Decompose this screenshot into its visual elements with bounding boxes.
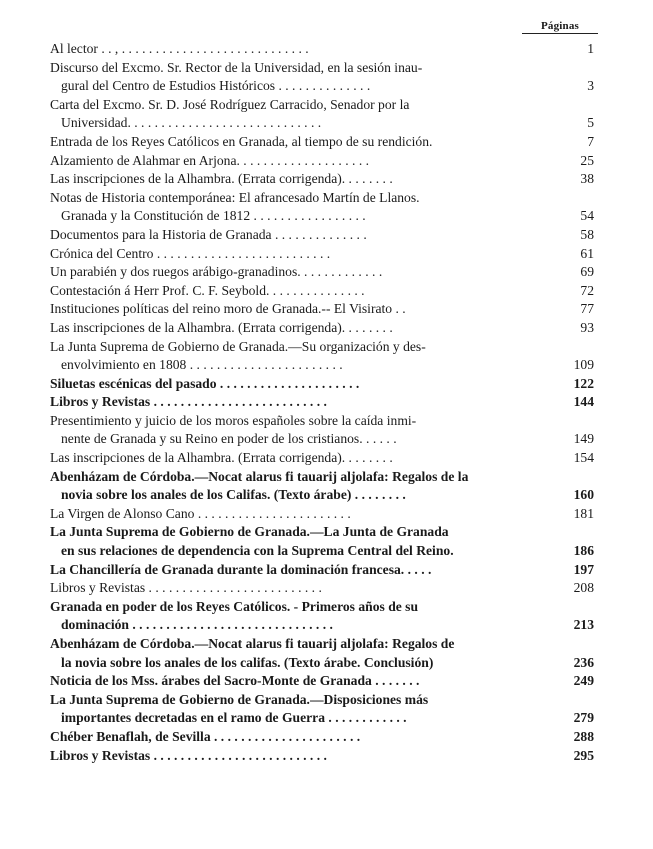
toc-entry-title (50, 635, 548, 672)
toc-page-number: 160 (573, 487, 594, 503)
toc-entry (50, 338, 598, 375)
toc-page-number: 288 (573, 728, 594, 744)
toc-entry-line: La Virgen de Alonso Cano . . . . . . . . . . . . . . . . . . . . . . . (50, 505, 351, 521)
toc-entry-title (50, 691, 548, 728)
toc-page-number: 236 (573, 654, 594, 670)
toc-entry-title (50, 523, 548, 560)
toc-page-number: 154 (573, 450, 594, 466)
toc-entry-title (50, 412, 548, 449)
toc-page-number: 38 (580, 171, 594, 187)
toc-page-number: 25 (580, 152, 594, 168)
toc-page-number: 93 (580, 319, 594, 335)
toc-entry (50, 672, 598, 691)
toc-page-number: 77 (580, 301, 594, 317)
toc-entry (50, 728, 598, 747)
toc-entry-line: Alzamiento de Alahmar en Arjona. . . . . . . . . . . . . . . . . . . . (50, 152, 370, 168)
toc-page-number: 122 (573, 375, 594, 391)
toc-entry-line: envolvimiento en 1808 . . . . . . . . . . . . . . . . . . . . . . . (61, 357, 343, 373)
toc-page-number: 5 (587, 115, 594, 131)
toc-entry (50, 40, 598, 59)
toc-entry (50, 747, 598, 766)
toc-entry-line: Libros y Revistas . . . . . . . . . . . . . . . . . . . . . . . . . . (50, 580, 322, 596)
toc-entry-line: Las inscripciones de la Alhambra. (Errata corrigenda). . . . . . . . (50, 319, 393, 335)
toc-entry-title (50, 672, 548, 691)
toc-page-number: 149 (573, 431, 594, 447)
toc-entry (50, 189, 598, 226)
toc-entry-line: novia sobre los anales de los Califas. (Texto árabe) . . . . . . . . (61, 487, 406, 503)
toc-entry-line: Carta del Excmo. Sr. D. José Rodríguez Carracido, Senador por la (50, 96, 410, 112)
toc-entry-line: La Junta Suprema de Gobierno de Granada.—Su organización y des- (50, 338, 426, 354)
toc-entry-title (50, 449, 548, 468)
toc-entry (50, 96, 598, 133)
toc-entry-title (50, 393, 548, 412)
toc-page-number: 69 (580, 264, 594, 280)
toc-entry-title (50, 59, 548, 96)
toc-page-number: 181 (573, 505, 594, 521)
toc-entry-title (50, 728, 548, 747)
toc-entry-line: en sus relaciones de dependencia con la Suprema Central del Reino. (61, 543, 454, 559)
toc-page-number: 109 (573, 357, 594, 373)
toc-entries (50, 40, 598, 765)
toc-entry-title (50, 598, 548, 635)
toc-page-number: 3 (587, 78, 594, 94)
toc-page-number: 279 (573, 710, 594, 726)
toc-entry-line: Documentos para la Historia de Granada . . . . . . . . . . . . . . (50, 226, 367, 242)
toc-page-number: 72 (580, 282, 594, 298)
toc-entry (50, 412, 598, 449)
toc-entry-title (50, 40, 548, 59)
toc-entry-title (50, 468, 548, 505)
pages-column-header: Páginas (522, 20, 598, 34)
toc-entry-title (50, 263, 548, 282)
toc-entry-title (50, 747, 548, 766)
toc-entry-line: La Junta Suprema de Gobierno de Granada.—La Junta de Granada (50, 524, 449, 540)
toc-entry-line: Universidad. . . . . . . . . . . . . . . . . . . . . . . . . . . . . (61, 115, 322, 131)
toc-entry-line: Entrada de los Reyes Católicos en Granada, al tiempo de su rendición. (50, 133, 433, 149)
toc-entry-line: Presentimiento y juicio de los moros españoles sobre la caída inmi- (50, 412, 417, 428)
toc-entry (50, 263, 598, 282)
toc-entry-line: Granada en poder de los Reyes Católicos. - Primeros años de su (50, 598, 419, 614)
toc-entry-line: Contestación á Herr Prof. C. F. Seybold. . . . . . . . . . . . . . . (50, 282, 365, 298)
toc-entry (50, 319, 598, 338)
toc-entry-line: importantes decretadas en el ramo de Guerra . . . . . . . . . . . . (61, 710, 407, 726)
toc-entry-line: Chéber Benaflah, de Sevilla . . . . . . . . . . . . . . . . . . . . . . (50, 728, 361, 744)
toc-entry (50, 505, 598, 524)
toc-page-number: 7 (587, 133, 594, 149)
toc-page-number: 295 (573, 747, 594, 763)
toc-entry-title (50, 375, 548, 394)
toc-entry-title (50, 96, 548, 133)
toc-entry-title (50, 189, 548, 226)
toc-entry (50, 300, 598, 319)
toc-entry-line: dominación . . . . . . . . . . . . . . . . . . . . . . . . . . . . . . (61, 617, 333, 633)
toc-page-number: 213 (573, 617, 594, 633)
toc-entry-title (50, 300, 548, 319)
toc-entry-title (50, 226, 548, 245)
toc-entry-line: La Junta Suprema de Gobierno de Granada.—Disposiciones más (50, 691, 429, 707)
toc-entry-title (50, 152, 548, 171)
toc-entry (50, 133, 598, 152)
toc-entry (50, 523, 598, 560)
toc-entry-line: Las inscripciones de la Alhambra. (Errata corrigenda). . . . . . . . (50, 171, 393, 187)
toc-entry (50, 561, 598, 580)
toc-page-number: 61 (580, 245, 594, 261)
toc-entry-line: Siluetas escénicas del pasado . . . . . . . . . . . . . . . . . . . . . (50, 375, 360, 391)
toc-entry-line: Noticia de los Mss. árabes del Sacro-Monte de Granada . . . . . . . (50, 673, 420, 689)
toc-entry-line: Notas de Historia contemporánea: El afrancesado Martín de Llanos. (50, 189, 420, 205)
toc-entry-line: La Chancillería de Granada durante la dominación francesa. . . . . (50, 561, 432, 577)
toc-page-number: 208 (573, 580, 594, 596)
toc-entry (50, 393, 598, 412)
toc-entry (50, 245, 598, 264)
toc-entry-title (50, 133, 548, 152)
toc-entry (50, 579, 598, 598)
toc-page-number: 54 (580, 208, 594, 224)
toc-entry-title (50, 579, 548, 598)
toc-entry-line: Crónica del Centro . . . . . . . . . . . . . . . . . . . . . . . . . . (50, 245, 331, 261)
toc-entry-line: Instituciones políticas del reino moro de Granada.-- El Visirato . . (50, 301, 406, 317)
toc-page-number: 186 (573, 543, 594, 559)
toc-entry-line: Discurso del Excmo. Sr. Rector de la Universidad, en la sesión inau- (50, 59, 423, 75)
toc-page-number: 197 (573, 561, 594, 577)
toc-entry-line: gural del Centro de Estudios Históricos . . . . . . . . . . . . . . (61, 78, 371, 94)
toc-entry (50, 375, 598, 394)
toc-entry-title (50, 561, 548, 580)
toc-entry-line: nente de Granada y su Reino en poder de los cristianos. . . . . . (61, 431, 397, 447)
toc-page-number: 58 (580, 226, 594, 242)
toc-entry (50, 635, 598, 672)
toc-entry-line: Un parabién y dos ruegos arábigo-granadinos. . . . . . . . . . . . . (50, 264, 383, 280)
toc-entry (50, 449, 598, 468)
toc-entry-title (50, 245, 548, 264)
toc-entry (50, 59, 598, 96)
toc-entry-line: Libros y Revistas . . . . . . . . . . . . . . . . . . . . . . . . . . (50, 394, 327, 410)
toc-entry-line: Granada y la Constitución de 1812 . . . . . . . . . . . . . . . . . (61, 208, 366, 224)
toc-entry-title (50, 338, 548, 375)
toc-page-number: 144 (573, 394, 594, 410)
toc-page-number: 1 (587, 41, 594, 56)
toc-entry (50, 226, 598, 245)
toc-entry-line: Libros y Revistas . . . . . . . . . . . . . . . . . . . . . . . . . . (50, 747, 327, 763)
toc-entry-title (50, 282, 548, 301)
toc-entry (50, 152, 598, 171)
toc-entry (50, 468, 598, 505)
toc-entry-title (50, 170, 548, 189)
toc-entry (50, 598, 598, 635)
toc-page-number: 249 (573, 673, 594, 689)
toc-entry-line: Al lector . . , . . . . . . . . . . . . . . . . . . . . . . . . . . . . (50, 41, 309, 56)
toc-entry (50, 691, 598, 728)
toc-entry-title (50, 505, 548, 524)
toc-entry (50, 170, 598, 189)
toc-entry-title (50, 319, 548, 338)
toc-entry-line: Abenházam de Córdoba.—Nocat alarus fi tauarij aljolafa: Regalos de la (50, 468, 469, 484)
toc-entry-line: Abenházam de Córdoba.—Nocat alarus fi tauarij aljolafa: Regalos de (50, 636, 455, 651)
toc-entry-line: Las inscripciones de la Alhambra. (Errata corrigenda). . . . . . . . (50, 450, 393, 466)
toc-entry (50, 282, 598, 301)
toc-entry-line: la novia sobre los anales de los califas. (Texto árabe. Conclusión) (61, 654, 434, 670)
